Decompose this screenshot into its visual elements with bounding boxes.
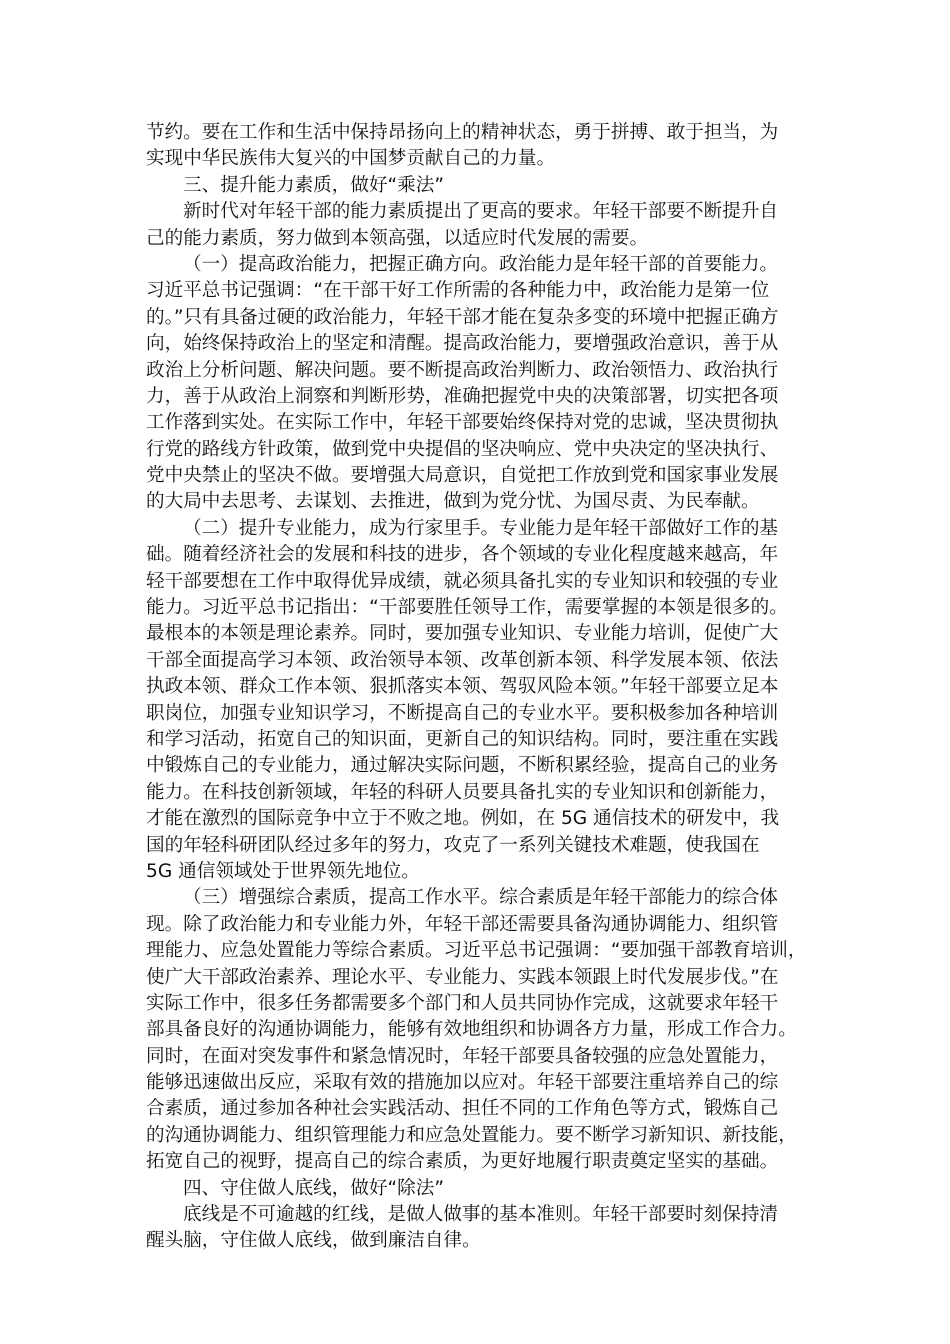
text-line: 底线是不可逾越的红线，是做人做事的基本准则。年轻干部要时刻保持清 (183, 1204, 779, 1226)
text-line: 才能在激烈的国际竞争中立于不败之地。例如，在 5G 通信技术的研发中，我 (146, 808, 780, 830)
text-line: 节约。要在工作和生活中保持昂扬向上的精神状态，勇于拼搏、敢于担当，为 (146, 122, 779, 143)
text-line: 工作落到实处。在实际工作中，年轻干部要始终保持对党的忠诚，坚决贯彻执 (146, 412, 779, 434)
text-line: 能力。在科技创新领域，年轻的科研人员要具备扎实的专业知识和创新能力， (146, 781, 779, 803)
text-line: 5G 通信领域处于世界领先地位。 (146, 860, 420, 882)
text-line: 和学习活动，拓宽自己的知识面，更新自己的知识结构。同时，要注重在实践 (146, 728, 779, 750)
text-line: （一）提高政治能力，把握正确方向。政治能力是年轻干部的首要能力。 (183, 253, 779, 275)
text-line: （三）增强综合素质，提高工作水平。综合素质是年轻干部能力的综合体 (183, 887, 779, 909)
text-line: 习近平总书记强调：“在干部干好工作所需的各种能力中，政治能力是第一位 (146, 280, 770, 302)
text-line: 能够迅速做出反应，采取有效的措施加以应对。年轻干部要注重培养自己的综 (146, 1072, 779, 1094)
text-line: 的沟通协调能力、组织管理能力和应急处置能力。要不断学习新知识、新技能， (146, 1124, 797, 1146)
text-line: 向，始终保持政治上的坚定和清醒。提高政治能力，要增强政治意识，善于从 (146, 333, 779, 355)
text-line: 己的能力素质，努力做到本领高强，以适应时代发展的需要。 (146, 227, 649, 249)
text-line: 理能力、应急处置能力等综合素质。习近平总书记强调：“要加强干部教育培训， (146, 940, 807, 962)
text-line: 力，善于从政治上洞察和判断形势，准确把握党中央的决策部署，切实把各项 (146, 385, 779, 407)
document-body (146, 120, 826, 1255)
document-page (146, 120, 826, 1255)
text-line: 三、提升能力素质，做好“乘法” (183, 174, 444, 196)
text-line: 醒头脑，守住做人底线，做到廉洁自律。 (146, 1230, 481, 1252)
text-line: 同时，在面对突发事件和紧急情况时，年轻干部要具备较强的应急处置能力， (146, 1045, 779, 1067)
text-line: 中锻炼自己的专业能力，通过解决实际问题，不断积累经验，提高自己的业务 (146, 755, 779, 777)
text-line: 四、守住做人底线，做好“除法” (183, 1177, 444, 1199)
text-line: 的大局中去思考、去谋划、去推进，做到为党分忧、为国尽责、为民奉献。 (146, 491, 760, 513)
text-line: 的。”只有具备过硬的政治能力，年轻干部才能在复杂多变的环境中把握正确方 (146, 306, 779, 328)
text-line: 国的年轻科研团队经过多年的努力，攻克了一系列关键技术难题，使我国在 (146, 834, 760, 856)
text-line: 实际工作中，很多任务都需要多个部门和人员共同协作完成，这就要求年轻干 (146, 992, 779, 1014)
text-line: 轻干部要想在工作中取得优异成绩，就必须具备扎实的专业知识和较强的专业 (146, 570, 779, 592)
text-line: 础。随着经济社会的发展和科技的进步，各个领域的专业化程度越来越高，年 (146, 544, 779, 566)
text-line: 使广大干部政治素养、理论水平、专业能力、实践本领跟上时代发展步伐。”在 (146, 966, 779, 988)
text-line: 干部全面提高学习本领、政治领导本领、改革创新本领、科学发展本领、依法 (146, 649, 779, 671)
text-line: 职岗位，加强专业知识学习，不断提高自己的专业水平。要积极参加各种培训 (146, 702, 779, 724)
text-line: 行党的路线方针政策，做到党中央提倡的坚决响应、党中央决定的坚决执行、 (146, 438, 779, 460)
text-line: 实现中华民族伟大复兴的中国梦贡献自己的力量。 (146, 148, 556, 170)
text-line: 合素质，通过参加各种社会实践活动、担任不同的工作角色等方式，锻炼自己 (146, 1098, 779, 1120)
text-line: 党中央禁止的坚决不做。要增强大局意识，自觉把工作放到党和国家事业发展 (146, 465, 779, 487)
text-line: 执政本领、群众工作本领、狠抓落实本领、驾驭风险本领。”年轻干部要立足本 (146, 676, 779, 698)
text-line: 部具备良好的沟通协调能力，能够有效地组织和协调各方力量，形成工作合力。 (146, 1019, 797, 1041)
text-line: 能力。习近平总书记指出：“干部要胜任领导工作，需要掌握的本领是很多的。 (146, 597, 788, 619)
text-line: 拓宽自己的视野，提高自己的综合素质，为更好地履行职责奠定坚实的基础。 (146, 1151, 779, 1173)
text-line: （二）提升专业能力，成为行家里手。专业能力是年轻干部做好工作的基 (183, 517, 779, 539)
text-line: 现。除了政治能力和专业能力外，年轻干部还需要具备沟通协调能力、组织管 (146, 913, 779, 935)
text-line: 最根本的本领是理论素养。同时，要加强专业知识、专业能力培训，促使广大 (146, 623, 779, 645)
text-line: 新时代对年轻干部的能力素质提出了更高的要求。年轻干部要不断提升自 (183, 201, 779, 223)
text-line: 政治上分析问题、解决问题。要不断提高政治判断力、政治领悟力、政治执行 (146, 359, 779, 381)
